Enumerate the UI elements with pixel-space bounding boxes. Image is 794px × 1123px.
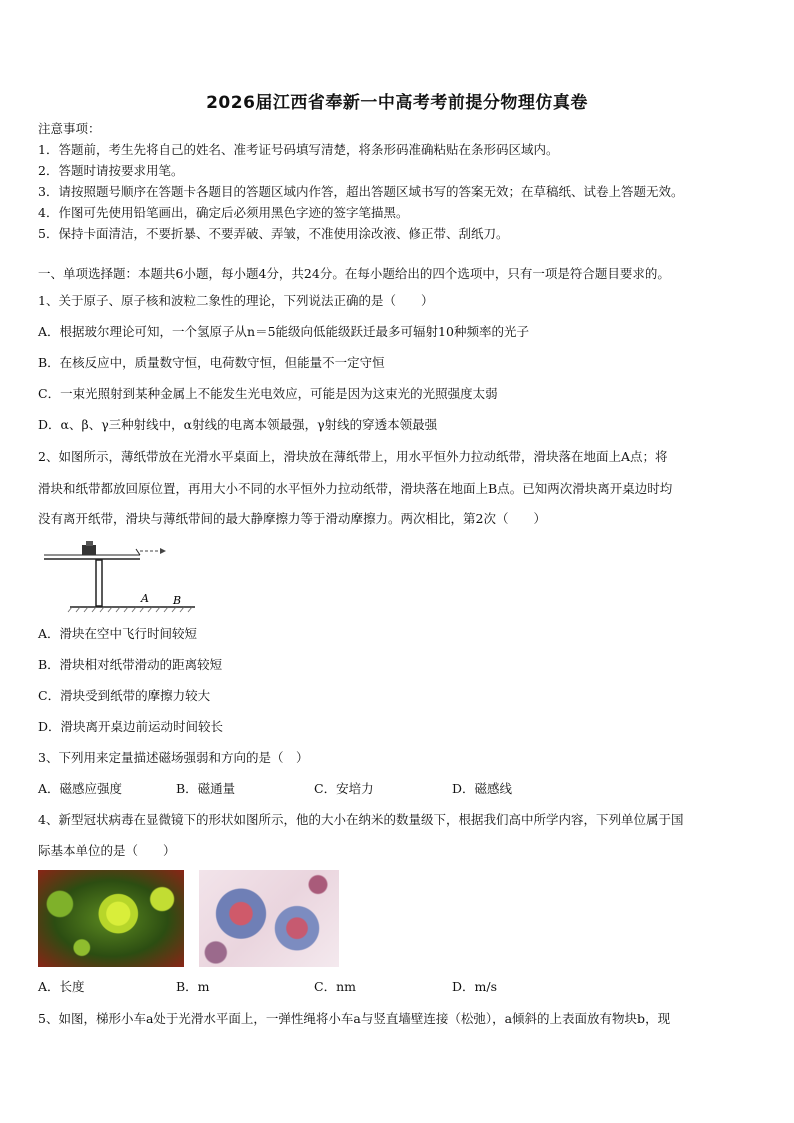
question-3-option-b: B．磁通量 (176, 781, 236, 796)
virus-image-green (38, 870, 184, 967)
notice-item: 2．答题时请按要求用笔。 (38, 163, 184, 178)
strip-end (136, 549, 140, 555)
question-1-option-b: B．在核反应中，质量数守恒，电荷数守恒，但能量不一定守恒 (38, 355, 385, 370)
slider-block-top (86, 541, 93, 546)
question-2-stem-line: 没有离开纸带，滑块与薄纸带间的最大静摩擦力等于滑动摩擦力。两次相比，第2次（ ） (38, 511, 546, 526)
question-5-stem-line: 5、如图，梯形小车a处于光滑水平面上，一弹性绳将小车a与竖直墙壁连接（松弛），a倾斜的上表面放有物块b，现 (38, 1011, 671, 1026)
question-3-stem: 3、下列用来定量描述磁场强弱和方向的是（ ） (38, 750, 309, 765)
question-2-stem-line: 滑块和纸带都放回原位置，再用大小不同的水平恒外力拉动纸带，滑块落在地面上B点。已知两次滑块离开桌边时均 (38, 481, 673, 496)
question-4-stem-line: 际基本单位的是（ ） (38, 843, 176, 858)
table-leg (96, 560, 102, 606)
question-4-option-d: D．m/s (452, 979, 498, 994)
question-2-option-a: A．滑块在空中飞行时间较短 (38, 626, 198, 641)
question-3-option-a: A．磁感应强度 (38, 781, 123, 796)
question-2-stem-line: 2、如图所示，薄纸带放在光滑水平桌面上，滑块放在薄纸带上，用水平恒外力拉动纸带，滑块落在地面上A点；将 (38, 449, 668, 464)
exam-title: 2026届江西省奉新一中高考考前提分物理仿真卷 (206, 93, 588, 113)
question-4-options (38, 979, 497, 995)
section-heading: 一、单项选择题：本题共6小题，每小题4分，共24分。在每小题给出的四个选项中，只有一项是符合题目要求的。 (38, 266, 670, 281)
point-a-label: A (141, 592, 149, 605)
question-3-option-c: C．安培力 (314, 781, 374, 796)
slider-block (82, 545, 96, 555)
notice-item: 4．作图可先使用铅笔画出，确定后必须用黑色字迹的签字笔描黑。 (38, 205, 409, 220)
question-2-option-d: D．滑块离开桌边前运动时间较长 (38, 719, 224, 734)
question-1-option-a: A．根据玻尔理论可知，一个氢原子从n＝5能级向低能级跃迁最多可辐射10种频率的光子 (38, 324, 529, 339)
notice-item: 1．答题前，考生先将自己的姓名、准考证号码填写清楚，将条形码准确粘贴在条形码区域内。 (38, 142, 559, 157)
notice-item: 5．保持卡面清洁，不要折暴、不要弄破、弄皱，不准使用涂改液、修正带、刮纸刀。 (38, 226, 509, 241)
question-4-option-b: B．m (176, 979, 210, 994)
question-1-option-c: C．一束光照射到某种金属上不能发生光电效应，可能是因为这束光的光照强度太弱 (38, 386, 498, 401)
question-3-option-d: D．磁感线 (452, 781, 513, 796)
question-2-option-b: B．滑块相对纸带滑动的距离较短 (38, 657, 223, 672)
question-4-option-a: A．长度 (38, 979, 85, 994)
pull-arrow-head (160, 548, 166, 554)
question-1-stem: 1、关于原子、原子核和波粒二象性的理论，下列说法正确的是（ ） (38, 293, 434, 308)
question-1-option-d: D．α、β、γ三种射线中，α射线的电离本领最强，γ射线的穿透本领最强 (38, 417, 438, 432)
virus-image-blue (199, 870, 339, 967)
question-4-option-c: C．nm (314, 979, 356, 994)
notice-heading: 注意事项： (38, 121, 101, 136)
point-b-label: B (173, 594, 182, 607)
notice-item: 3．请按照题号顺序在答题卡各题目的答题区域内作答，超出答题区域书写的答案无效；在草稿纸、试卷上答题无效。 (38, 184, 684, 199)
question-3-options (38, 781, 512, 797)
table-slider-diagram (40, 535, 200, 615)
question-2-option-c: C．滑块受到纸带的摩擦力较大 (38, 688, 211, 703)
question-4-stem-line: 4、新型冠状病毒在显微镜下的形状如图所示，他的大小在纳米的数量级下，根据我们高中所学内容，下列单位属于国 (38, 812, 684, 827)
